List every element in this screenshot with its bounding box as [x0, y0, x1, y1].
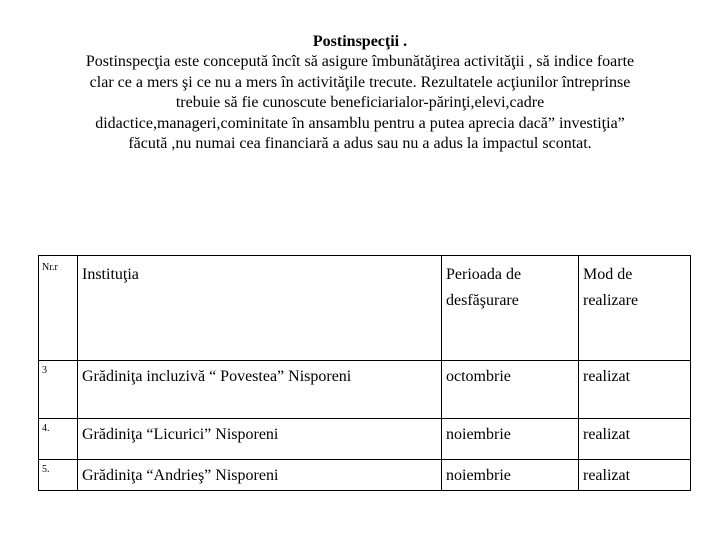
cell-period: noiembrie — [442, 419, 579, 460]
header-period: Perioada de desfăşurare — [442, 256, 579, 361]
cell-period: octombrie — [442, 361, 579, 419]
table-row — [39, 419, 691, 460]
cell-institution: Grădiniţa incluzivă “ Povestea” Nisporeni — [78, 361, 442, 419]
cell-mode: realizat — [579, 460, 691, 491]
cell-nr: 5. — [39, 460, 78, 491]
cell-nr: 4. — [39, 419, 78, 460]
paragraph-line: clar ce a mers şi ce nu a mers în activităţile trecute. Rezultatele acţiunilor întreprinse — [89, 73, 631, 91]
paragraph-line: Postinspecţia este concepută încît să asigure îmbunătăţirea activităţii , să indice foarte — [85, 53, 635, 70]
paragraph-line: făcută ,nu numai cea financiară a adus sau nu a adus la impactul scontat. — [128, 135, 592, 152]
table-row — [39, 460, 691, 491]
cell-institution: Grădiniţa “Andrieş” Nisporeni — [78, 460, 442, 491]
institutions-table — [38, 255, 691, 491]
header-nr: Nr.r — [39, 256, 78, 361]
intro-paragraph — [30, 52, 690, 155]
cell-nr: 3 — [39, 361, 78, 419]
paragraph-line: didactice,manageri,cominitate în ansamblu pentru a putea aprecia dacă” investiţia” — [95, 114, 625, 132]
header-institution: Instituţia — [78, 256, 442, 361]
table-row — [39, 361, 691, 419]
paragraph-line: trebuie să fie cunoscute beneficiarialor-părinţi,elevi,cadre — [175, 94, 545, 111]
cell-institution: Grădiniţa “Licurici” Nisporeni — [78, 419, 442, 460]
table-header-row — [39, 256, 691, 361]
header-mode: Mod de realizare — [579, 256, 691, 361]
cell-period: noiembrie — [442, 460, 579, 491]
page-title: Postinspecţii . — [312, 33, 408, 50]
cell-mode: realizat — [579, 361, 691, 419]
cell-mode: realizat — [579, 419, 691, 460]
